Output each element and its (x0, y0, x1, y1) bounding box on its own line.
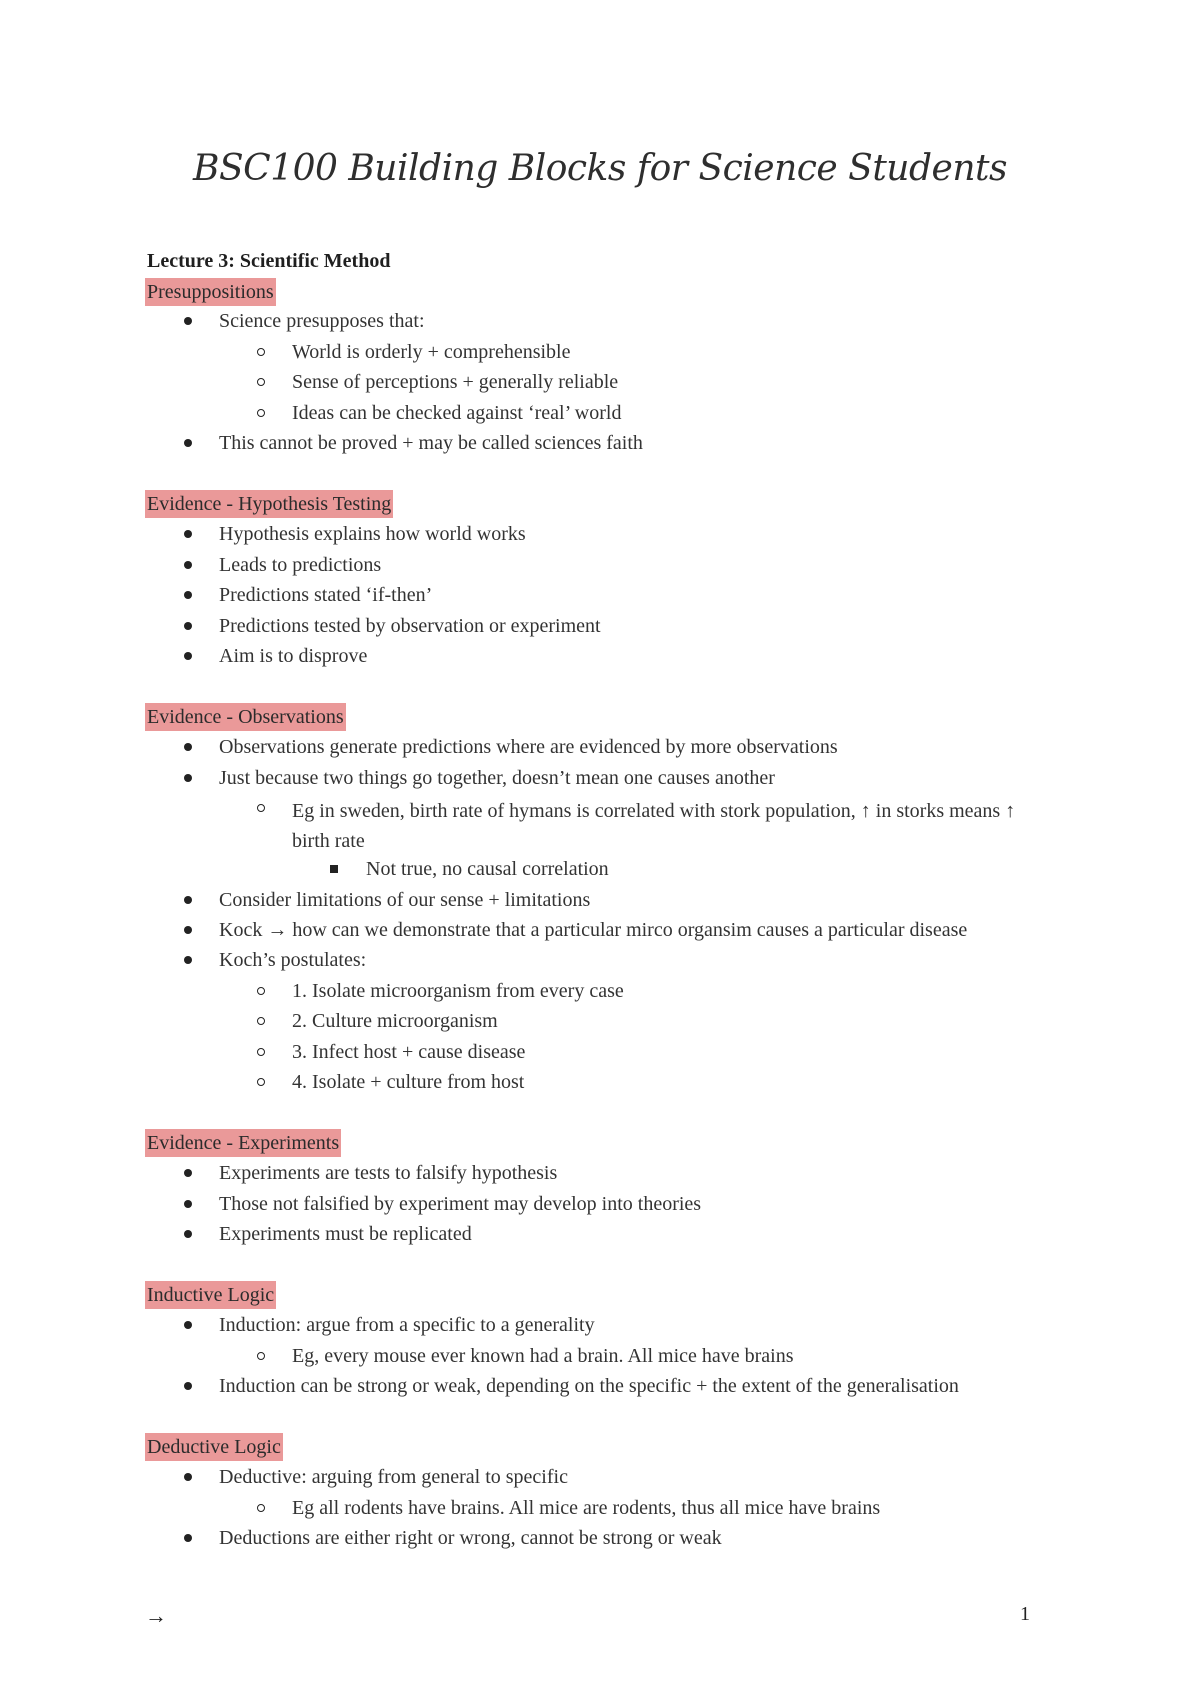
bullet-dot (184, 1321, 192, 1329)
bullet-dot (184, 956, 192, 964)
bullet-circle (257, 1078, 265, 1086)
list-item: 2. Culture microorganism (292, 1010, 498, 1032)
bullet-dot (184, 896, 192, 904)
footer-arrow: → (145, 1603, 167, 1628)
bullet-dot (184, 926, 192, 934)
bullet-dot (184, 622, 192, 630)
list-item: 4. Isolate + culture from host (292, 1071, 525, 1093)
bullet-dot (184, 774, 192, 782)
list-item: 1. Isolate microorganism from every case (292, 980, 624, 1002)
list-item: Koch’s postulates: (219, 949, 367, 971)
bullet-dot (184, 743, 192, 751)
lecture-heading: Lecture 3: Scientific Method (147, 250, 391, 272)
bullet-dot (184, 561, 192, 569)
section-heading-experiments: Evidence - Experiments (145, 1129, 341, 1157)
list-item: Aim is to disprove (219, 645, 368, 667)
bullet-circle (257, 987, 265, 995)
list-item: Deductions are either right or wrong, cannot be strong or weak (219, 1527, 722, 1549)
list-item: Induction can be strong or weak, depending on the specific + the extent of the generalisation (219, 1375, 959, 1397)
list-item: Consider limitations of our sense + limitations (219, 889, 591, 911)
section-heading-hypothesis-testing: Evidence - Hypothesis Testing (145, 490, 393, 518)
bullet-dot (184, 439, 192, 447)
section-heading-inductive-logic: Inductive Logic (145, 1281, 276, 1309)
bullet-circle (257, 804, 265, 812)
list-item: Science presupposes that: (219, 310, 425, 332)
list-item: Kock → how can we demonstrate that a particular mirco organsim causes a particular disease (219, 919, 968, 941)
list-item: 3. Infect host + cause disease (292, 1041, 526, 1063)
list-item: Experiments are tests to falsify hypothesis (219, 1162, 558, 1184)
list-item: Leads to predictions (219, 554, 382, 576)
bullet-dot (184, 1169, 192, 1177)
bullet-square (330, 865, 338, 873)
bullet-dot (184, 652, 192, 660)
list-item: Predictions stated ‘if-then’ (219, 584, 433, 606)
list-item: Just because two things go together, doesn’t mean one causes another (219, 767, 775, 789)
list-item: Induction: argue from a specific to a generality (219, 1314, 595, 1336)
bullet-circle (257, 1352, 265, 1360)
bullet-circle (257, 378, 265, 386)
list-item: Sense of perceptions + generally reliable (292, 371, 619, 393)
list-item: Observations generate predictions where are evidenced by more observations (219, 736, 838, 758)
list-item: Hypothesis explains how world works (219, 523, 526, 545)
list-item: Eg all rodents have brains. All mice are rodents, thus all mice have brains (292, 1497, 881, 1519)
page-number: 1 (1020, 1603, 1030, 1625)
bullet-dot (184, 1230, 192, 1238)
bullet-circle (257, 409, 265, 417)
bullet-dot (184, 1534, 192, 1542)
list-item: Not true, no causal correlation (366, 858, 609, 880)
list-item: Eg in sweden, birth rate of hymans is correlated with stork population, ↑ in storks means ↑ birth rate (292, 800, 1016, 852)
section-heading-observations: Evidence - Observations (145, 703, 346, 731)
list-item: Experiments must be replicated (219, 1223, 472, 1245)
bullet-dot (184, 317, 192, 325)
bullet-circle (257, 348, 265, 356)
list-item: Those not falsified by experiment may develop into theories (219, 1193, 702, 1215)
bullet-dot (184, 1382, 192, 1390)
list-item: This cannot be proved + may be called sciences faith (219, 432, 643, 454)
section-heading-presuppositions: Presuppositions (145, 278, 276, 306)
section-heading-deductive-logic: Deductive Logic (145, 1433, 283, 1461)
bullet-dot (184, 1200, 192, 1208)
bullet-dot (184, 591, 192, 599)
bullet-circle (257, 1504, 265, 1512)
bullet-dot (184, 530, 192, 538)
list-item: Predictions tested by observation or experiment (219, 615, 601, 637)
list-item: Deductive: arguing from general to specific (219, 1466, 568, 1488)
list-item: World is orderly + comprehensible (292, 341, 571, 363)
bullet-circle (257, 1048, 265, 1056)
list-item: Eg, every mouse ever known had a brain. All mice have brains (292, 1345, 794, 1367)
document-title: BSC100 Building Blocks for Science Students (193, 148, 1007, 189)
list-item: Ideas can be checked against ‘real’ world (292, 402, 622, 424)
bullet-circle (257, 1017, 265, 1025)
bullet-dot (184, 1473, 192, 1481)
